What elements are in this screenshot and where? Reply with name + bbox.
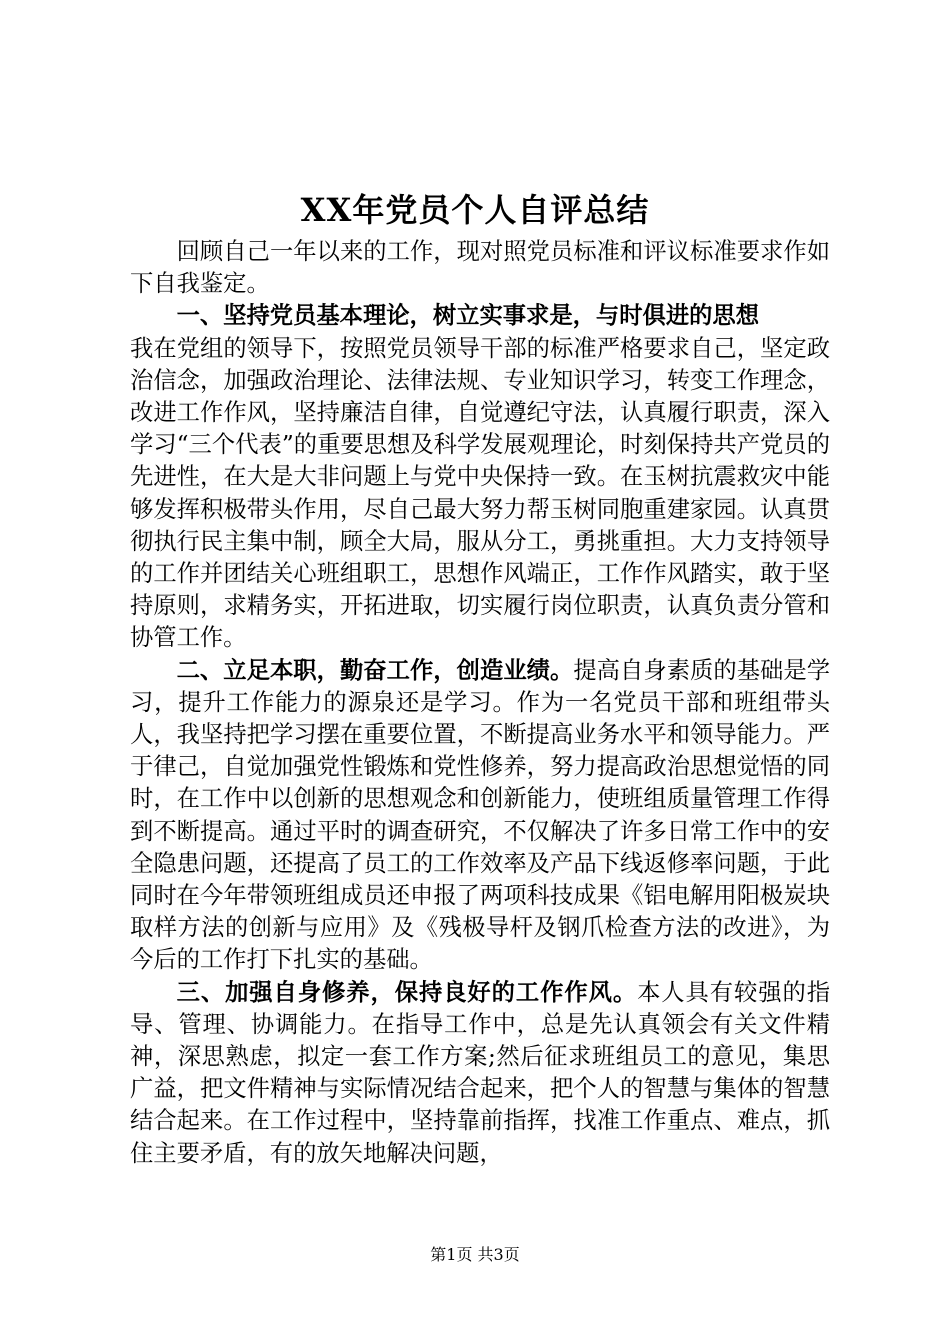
section-2-body: 提高自身素质的基础是学习，提升工作能力的源泉还是学习。作为一名党员干部和班组带头人，我坚持把学习摆在重要位置，不断提高业务水平和领导能力。严于律己，自觉加强党性锻炼和党性修养，努力提高政治思想觉悟的同时，在工作中以创新的思想观念和创新能力，使班组质量管理工作得到不断提高。通过平时的调查研究，不仅解决了许多日常工作中的安全隐患问题，还提高了员工的工作效率及产品下线返修率问题，于此同时在今年带领班组成员还申报了两项科技成果《铝电解用阳极炭块取样方法的创新与应用》及《残极导杆及钢爪检查方法的改进》，为今后的工作打下扎实的基础。	[130, 656, 831, 974]
section-1-paragraph: 我在党组的领导下，按照党员领导干部的标准严格要求自己，坚定政治信念，加强政治理论、法律法规、专业知识学习，转变工作理念，改进工作作风，坚持廉洁自律，自觉遵纪守法，认真履行职责，深入学习“三个代表”的重要思想及科学发展观理论，时刻保持共产党员的先进性，在大是大非问题上与党中央保持一致。在玉树抗震救灾中能够发挥积极带头作用，尽自己最大努力帮玉树同胞重建家园。认真贯彻执行民主集中制，顾全大局，服从分工，勇挑重担。大力支持领导的工作并团结关心班组职工，思想作风端正，工作作风踏实，敢于坚持原则，求精务实，开拓进取，切实履行岗位职责，认真负责分管和协管工作。	[130, 334, 830, 652]
section-2-heading: 二、立足本职，勤奋工作，创造业绩。	[176, 656, 574, 684]
section-3-body: 本人具有较强的指导、管理、协调能力。在指导工作中，总是先认真领会有关文件精神，深思熟虑，拟定一套工作方案;然后征求班组员工的意见，集思广益，把文件精神与实际情况结合起来，把个人的智慧与集体的智慧结合起来。在工作过程中，坚持靠前指挥，找准工作重点、难点，抓住主要矛盾，有的放矢地解决问题，	[130, 978, 831, 1167]
page-number: 第1页 共3页	[430, 1245, 520, 1264]
section-3-heading: 三、加强自身修养，保持良好的工作作风。	[176, 978, 638, 1006]
document-body	[130, 236, 830, 1170]
section-3-paragraph	[130, 977, 830, 1170]
section-1-heading: 一、坚持党员基本理论，树立实事求是，与时俱进的思想	[176, 302, 760, 330]
section-2-paragraph	[130, 655, 830, 977]
intro-paragraph: 回顾自己一年以来的工作，现对照党员标准和评议标准要求作如下自我鉴定。	[130, 238, 830, 298]
document-title: XX年党员个人自评总结	[300, 191, 650, 229]
